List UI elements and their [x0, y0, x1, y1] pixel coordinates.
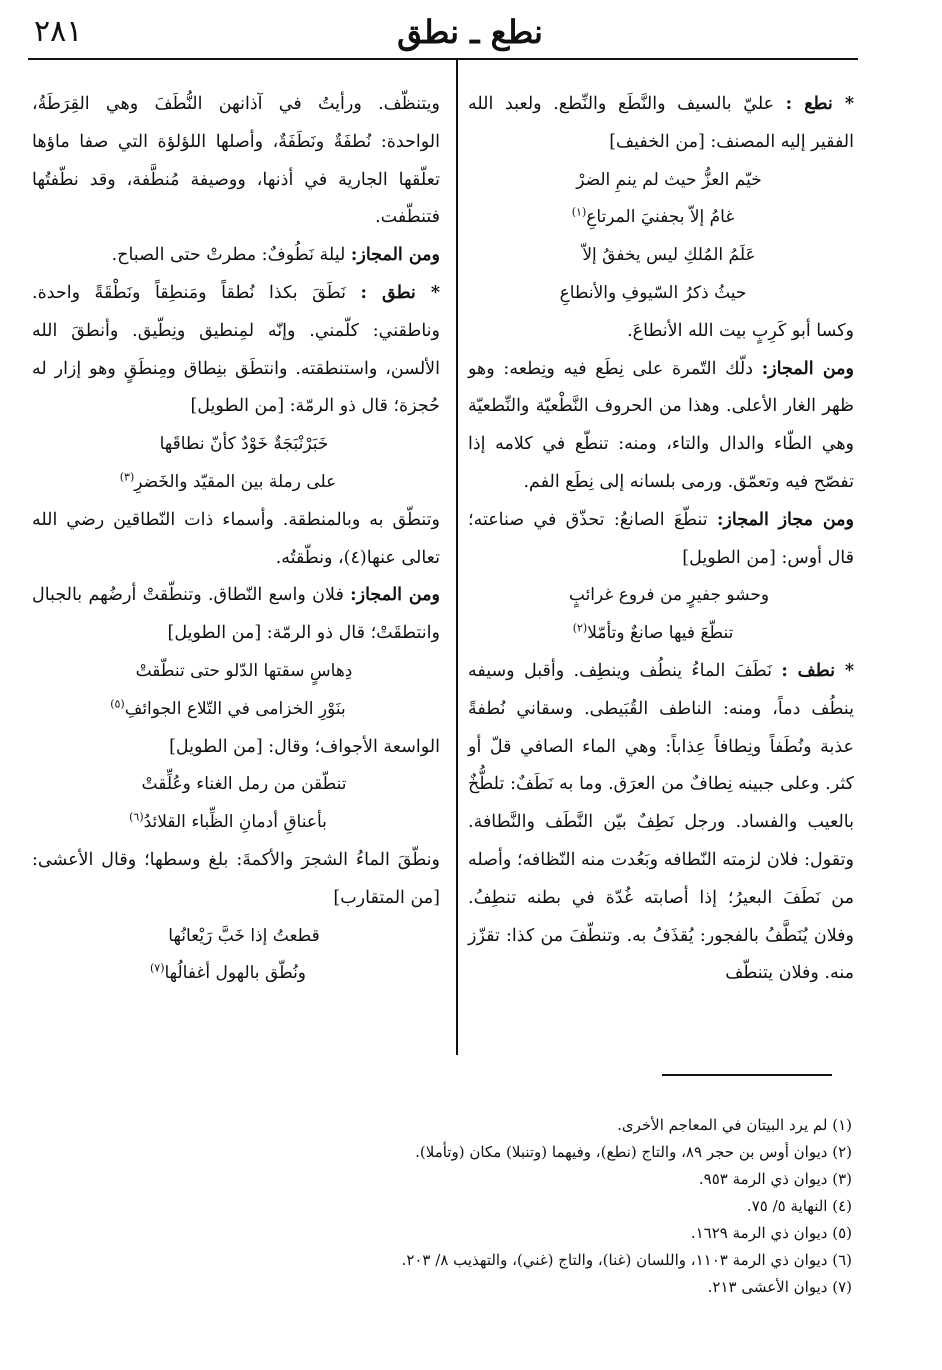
verse-text: قطعتُ إذا خَبَّ رَيْعانُها [168, 925, 320, 946]
verse-text: بنَوْرِ الخزامى في التّلاع الجوائفِ [124, 698, 346, 719]
entry-body: وتنطّق به وبالمنطقة. وأسماء ذات النّطاقين رضي الله تعالى عنها(٤)، ونطّقتُه. [32, 509, 440, 568]
entry-body: الواسعة الأجواف؛ وقال: [من الطويل] [169, 736, 440, 757]
footnote: (١) لم يرد البيتان في المعاجم الأخرى. [617, 1116, 852, 1134]
verse-line [32, 691, 440, 729]
entry-body: ويتنظّف. ورأيتُ في آذانهن النُّطَفَ وهي القِرَطَةُ، الواحدة: نُطفَةٌ ونَطَفَةٌ، وأصلها اللؤلؤة التي صفا ماؤها تعلّقها الجارية في أذنها، ووصيفة مُنطَّفة، وقد نطّفتُها فتنطّفت. [32, 94, 440, 228]
verse-text: ونُطّق بالهول أغفالُها [164, 963, 307, 984]
dictionary-entry [468, 86, 854, 162]
footnote: (٦) ديوان ذي الرمة ١١٠٣، واللسان (غنا)، والتاج (غني)، والتهذيب ٨/ ٢٠٣. [401, 1251, 852, 1269]
footnote: (٥) ديوان ذي الرمة ١٦٢٩. [690, 1224, 852, 1242]
dictionary-entry [468, 653, 854, 993]
verse-text: حيثُ ذكرُ السّيوفِ والأنطاعِ [559, 282, 747, 303]
column-divider [456, 60, 458, 1055]
verse-line [468, 199, 854, 237]
entry-body: نَطَفَ الماءُ ينطُف وينطِف. وأقبل وسيفه ينطُف دماً، ومنه: الناطف القُبَيطى. وسقاني نُطفةً عذبة ونُطَفاً ونِطافاً عِذاباً: وهي الماء الصافي قلّ أو كثر. وعلى جبينه نِطافٌ من العرَق. وما به نَطَفٌ: تلطُّخٌ بالعيب والفساد. ورجل نَطِفٌ بيّن النَّطَف والنَّطافة. وتقول: فلان لزمته النّطافه وبَعُدت منه النّظافه؛ وأصله من نَطَفَ البعيرُ؛ إذا أصابته غُدّة في بطنه تنطِفُ. وفلان يُنَطَّفُ بالفجور: يُقذَفُ به. وتنطّفَ من كذا: تقزّز منه. وفلان يتنطّف [468, 660, 854, 984]
entry-body: ليلة نَطُوفٌ: مطرتْ حتى الصباح. [111, 245, 351, 266]
page-title: نطع ـ نطق [397, 13, 543, 51]
verse-text: عَلَمُ المُلكِ ليس يخفقُ إلاّ [582, 245, 756, 266]
entry-body: نَطَقَ بكذا نُطقاً ومَنطِقاً ونَطْقَةً واحدة. وناطقني: كلّمني. وإنّه لمِنطيق ونِطّيق. وأنطقَ الله الألسن، واستنطقته. وانتطَق بنِطاق ومِنطَقٍ وهو إزار له حُجزة؛ قال ذو الرمّة: [من الطويل] [32, 282, 440, 417]
entry-text [32, 502, 440, 578]
verse-text: تنطّعَ فيها صانعٌ وتأمّلا [587, 623, 734, 644]
entry-body: فلان واسع النّطاق. وتنطّقتْ أرضُهم بالجبال وانتطقَتْ؛ قال ذو الرمّة: [من الطويل] [32, 585, 440, 644]
footnote-marker: (١) [571, 205, 587, 219]
verse-line [32, 766, 440, 804]
verse-text: خَبَرْنْبَجَةٌ خَوْدٌ كأنّ نطاقَها [159, 434, 329, 455]
verse-text: على رملة بين المقيّد والخَضرِ [134, 471, 337, 492]
dictionary-entry [32, 237, 440, 275]
verse-line [32, 464, 440, 502]
entry-body: عليّ بالسيف والنَّطَع والنِّطع. ولعبد الله الفقير إليه المصنف: [من الخفيف] [468, 94, 854, 152]
footnote-marker: (٢) [572, 621, 588, 635]
page-number: ٢٨١ [34, 14, 83, 49]
header-rule [28, 58, 858, 60]
dictionary-entry [468, 351, 854, 502]
dictionary-entry [32, 275, 440, 426]
verse-text: تنطّقن من رمل الغناء وعُلِّقتْ [141, 774, 347, 795]
verse-line [32, 804, 440, 842]
entry-body: تنطّعَ الصانعُ: تحذّق في صناعته؛ قال أوس: [من الطويل] [468, 509, 854, 568]
footnote: (٢) ديوان أوس بن حجر ٨٩، والتاج (نطع)، وفيهما (وتنبلا) مكان (وتأملا). [415, 1143, 852, 1161]
entry-text [468, 313, 854, 351]
verse-line [32, 955, 440, 993]
verse-line [32, 653, 440, 691]
verse-text: غامُ إلاّ بجفنيَ المرتاعِ [586, 207, 735, 228]
footnote-marker: (٣) [119, 470, 135, 484]
right-column [468, 86, 854, 993]
footnote-rule [662, 1074, 832, 1076]
footnote-marker: (٦) [129, 810, 144, 824]
verse-text: بأعناقِ أدمانِ الظِّباء القلائدُ [143, 812, 327, 833]
footnote-marker: (٧) [149, 961, 165, 975]
footnote: (٧) ديوان الأعشى ٢١٣. [707, 1278, 852, 1296]
entry-headword: ومن المجاز: [350, 585, 440, 606]
entry-headword: ومن المجاز: [761, 358, 854, 379]
entry-headword: * نطق : [360, 282, 440, 303]
entry-text [32, 729, 440, 767]
entry-text [32, 842, 440, 918]
footnote-marker: (٥) [110, 697, 125, 711]
verse-text: خيّم العزُّ حيث لم ينمِ الضرْ [576, 169, 762, 190]
verse-line [468, 162, 854, 200]
verse-line [468, 577, 854, 615]
verse-line [32, 426, 440, 464]
dictionary-entry [32, 577, 440, 653]
entry-body: دلّك التّمرة على نِطَع فيه ونِطعه: وهو ظهر الغار الأعلى. وهذا من الحروف النَّطْعيّة والنِّطعيّة وهي الطّاء والدال والتاء، ومنه: تنطّع في كلامه إذا تفصّح فيه وتعمّق. ورمى بلسانه إلى نِطَع الفم. [468, 358, 854, 492]
entry-headword: ومن مجاز المجاز: [716, 509, 854, 530]
verse-line [468, 275, 854, 313]
footnotes [60, 1112, 852, 1301]
left-column [32, 86, 440, 993]
entry-body: ونطّقَ الماءُ الشجرَ والأكمةَ: بلغ وسطها؛ وقال الأعشى: [من المتقارب] [32, 849, 440, 908]
verse-line [468, 237, 854, 275]
verse-text: وحشو جفيرٍ من فروع غرائبٍ [568, 585, 770, 606]
entry-body: وكسا أبو كَرِبٍ بيت الله الأنطاعَ. [627, 320, 854, 341]
entry-headword: ومن المجاز: [350, 245, 440, 266]
footnote: (٤) النهاية ٥/ ٧٥. [746, 1197, 852, 1215]
dictionary-entry [468, 502, 854, 578]
entry-text [32, 86, 440, 237]
verse-line [32, 918, 440, 956]
verse-text: دِهاسٍ سقتها الدّلو حتى تنطّقتْ [135, 660, 353, 681]
footnote: (٣) ديوان ذي الرمة ٩٥٣. [698, 1170, 852, 1188]
verse-line [468, 615, 854, 653]
entry-headword: * نطف : [781, 660, 854, 681]
entry-headword: * نطع : [785, 94, 855, 114]
